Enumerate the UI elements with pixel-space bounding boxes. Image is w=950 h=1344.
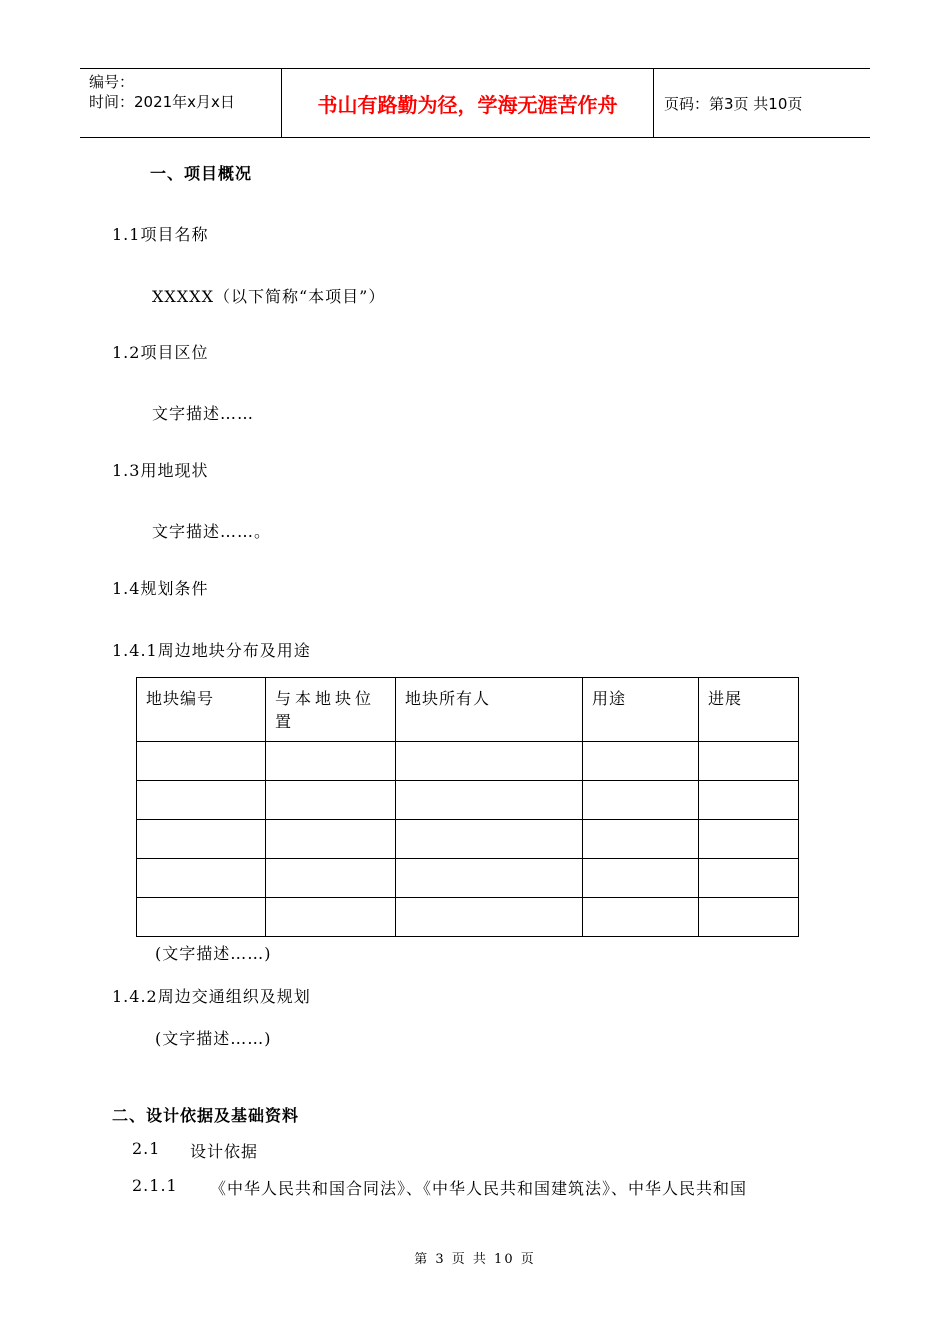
section-2-title: 二、设计依据及基础资料 [112,1106,300,1125]
header-page-info: 页码：第3页 共10页 [664,95,803,113]
section-1-4-2-note: (文字描述……) [155,1029,272,1048]
motto: 书山有路勤为径，学海无涯苦作舟 [317,93,618,117]
table-cell [266,781,396,820]
table-row [137,742,799,781]
table-cell [266,820,396,859]
table-cell [396,820,583,859]
table-cell [583,820,699,859]
table-cell [266,742,396,781]
header-page-cell [654,69,870,137]
page-footer: 第 3 页 共 10 页 [414,1252,536,1267]
section-1-1-text: XXXXX（以下简称“本项目”） [152,287,386,306]
section-1-title: 一、项目概况 [150,164,253,183]
table-header-cell: 地块编号 [137,678,266,742]
table-cell [699,820,799,859]
table-cell [266,859,396,898]
table-cell [137,859,266,898]
header-motto-cell [282,69,654,137]
table-cell [396,742,583,781]
table-cell [699,859,799,898]
table-cell [137,820,266,859]
table-cell [137,898,266,937]
table-cell [137,781,266,820]
table-cell [583,859,699,898]
time-label: 时间：2021年x月x日 [89,93,235,111]
table-cell [699,898,799,937]
header-left-cell [80,69,282,137]
section-1-4-heading: 1.4规划条件 [112,579,209,598]
table-row [137,820,799,859]
table-cell [583,742,699,781]
page-header [80,68,870,138]
table-cell [396,859,583,898]
section-2-1-number: 2.1 [132,1139,161,1158]
plot-table [136,677,799,937]
section-1-3-heading: 1.3用地现状 [112,461,209,480]
section-1-4-1-note: (文字描述……) [155,944,272,963]
table-cell [583,898,699,937]
section-2-1-1-text: 《中华人民共和国合同法》、《中华人民共和国建筑法》、中华人民共和国 [210,1179,748,1198]
table-cell [396,781,583,820]
section-1-2-heading: 1.2项目区位 [112,343,209,362]
section-1-1-heading: 1.1项目名称 [112,225,209,244]
section-2-1-1-number: 2.1.1 [132,1176,178,1195]
table-header-cell: 进展 [699,678,799,742]
serial-label: 编号： [89,73,135,91]
table-header-cell: 地块所有人 [396,678,583,742]
table-cell [137,742,266,781]
table-cell [583,781,699,820]
table-row [137,859,799,898]
table-cell [396,898,583,937]
table-header-cell: 用途 [583,678,699,742]
table-cell [699,781,799,820]
section-1-4-1-heading: 1.4.1周边地块分布及用途 [112,641,311,660]
section-1-3-text: 文字描述……。 [152,522,272,541]
table-header-cell: 与本地块位置 [266,678,396,742]
table-cell [266,898,396,937]
section-1-2-text: 文字描述…… [152,404,255,423]
section-1-4-2-heading: 1.4.2周边交通组织及规划 [112,987,311,1006]
table-cell [699,742,799,781]
section-2-1-heading: 设计依据 [190,1142,259,1161]
table-row [137,781,799,820]
table-row [137,898,799,937]
table-header-row [137,678,799,742]
